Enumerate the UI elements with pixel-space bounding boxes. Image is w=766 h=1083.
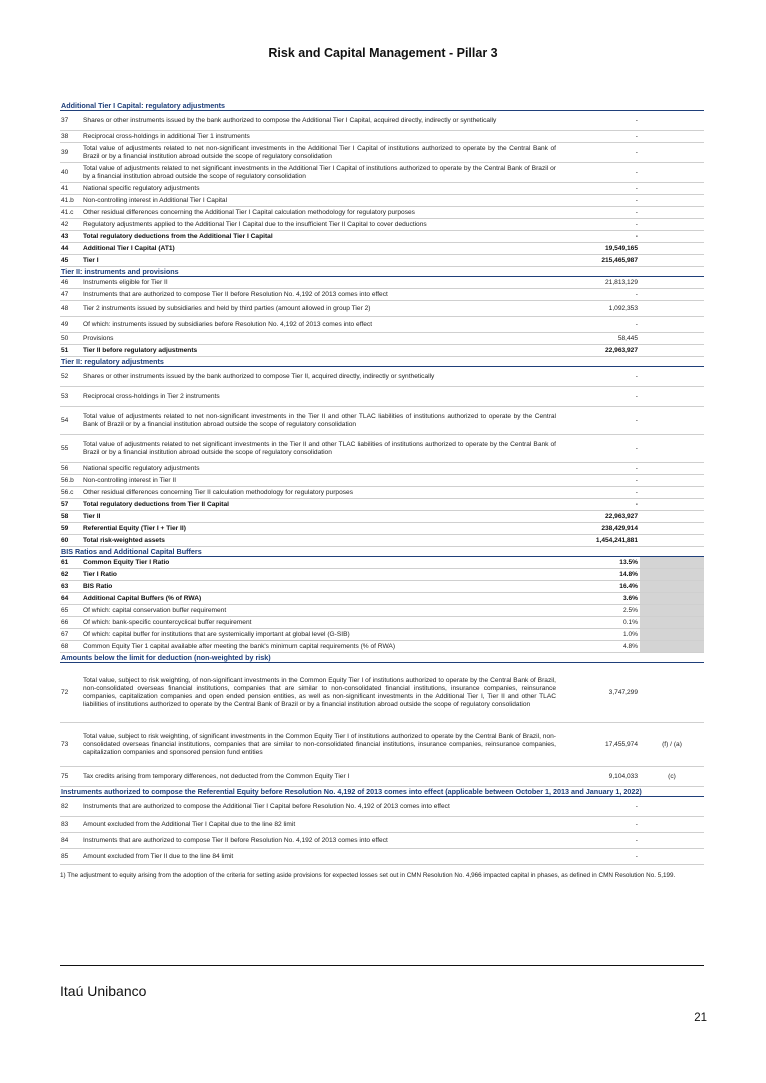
- row-description: Tier II before regulatory adjustments: [83, 346, 198, 354]
- row-reference: [640, 301, 704, 316]
- row-description: Tier 2 instruments issued by subsidiaries and held by third parties (amount allowed in group Tier 2): [83, 304, 371, 312]
- row-value: -: [635, 168, 638, 176]
- row-value: -: [635, 232, 638, 240]
- table-row: [60, 593, 704, 605]
- table-row: [60, 581, 704, 593]
- row-value: -: [635, 208, 638, 216]
- table-row: [60, 523, 704, 535]
- footer-divider: [60, 965, 704, 966]
- row-number: 54: [61, 416, 69, 424]
- row-number: 60: [61, 536, 69, 544]
- row-number: 45: [61, 256, 69, 264]
- row-description: Of which: capital conservation buffer requirement: [83, 606, 227, 614]
- row-reference: [640, 463, 704, 474]
- table-row: [60, 723, 704, 767]
- row-description: BIS Ratio: [83, 582, 113, 590]
- table-row: [60, 289, 704, 301]
- row-number: 73: [61, 740, 69, 748]
- row-number: 56.c: [61, 488, 74, 496]
- table-row: [60, 143, 704, 163]
- row-value: -: [635, 444, 638, 452]
- table-row: [60, 277, 704, 289]
- table-row: [60, 183, 704, 195]
- row-reference: [640, 817, 704, 832]
- row-reference: [640, 617, 704, 628]
- row-description: Total value, subject to risk weighting, of significant investments in the Common Equity Tier I of institutions authorized to operate by the Central Bank of Brazil, non-consolidated overseas financial institutions, companies that are similar to non-consolidated financial institutions, insurance companies, reinsurance companies, capitalization companies and sponsored pension fund entities: [83, 732, 556, 756]
- row-reference: [640, 593, 704, 604]
- row-number: 56: [61, 464, 69, 472]
- row-description: Of which: bank-specific countercyclical buffer requirement: [83, 618, 252, 626]
- row-value: 58,445: [617, 334, 638, 342]
- section-header: BIS Ratios and Additional Capital Buffers: [60, 547, 704, 557]
- row-number: 72: [61, 688, 69, 696]
- table-row: [60, 511, 704, 523]
- row-number: 47: [61, 290, 69, 298]
- row-value: -: [635, 196, 638, 204]
- table-row: [60, 605, 704, 617]
- row-description: National specific regulatory adjustments: [83, 184, 200, 192]
- row-value: 0.1%: [622, 618, 638, 626]
- row-description: Additional Capital Buffers (% of RWA): [83, 594, 202, 602]
- section-header: Amounts below the limit for deduction (non-weighted by risk): [60, 653, 704, 663]
- table-row: [60, 663, 704, 723]
- row-number: 57: [61, 500, 69, 508]
- row-description: Non-controlling interest in Additional Tier I Capital: [83, 196, 228, 204]
- row-number: 52: [61, 372, 69, 380]
- row-number: 55: [61, 444, 69, 452]
- row-reference: [640, 367, 704, 386]
- row-description: Instruments that are authorized to compose the Additional Tier I Capital before Resolution No. 4,192 of 2013 comes into effect: [83, 802, 450, 810]
- row-number: 67: [61, 630, 69, 638]
- row-value: 22,963,927: [604, 346, 638, 354]
- row-value: -: [635, 132, 638, 140]
- row-value: 22,963,927: [604, 512, 638, 520]
- table-row: [60, 333, 704, 345]
- row-value: -: [635, 476, 638, 484]
- row-number: 58: [61, 512, 69, 520]
- row-reference: [640, 333, 704, 344]
- row-value: -: [635, 372, 638, 380]
- row-description: Reciprocal cross-holdings in additional Tier 1 instruments: [83, 132, 250, 140]
- row-reference: [640, 605, 704, 616]
- row-value: -: [635, 802, 638, 810]
- row-number: 59: [61, 524, 69, 532]
- footnote: 1) The adjustment to equity arising from the adoption of the criteria for setting aside provisions for expected losses set out in CMN Resolution No. 4,966 impacted capital in phases, as defined in CMN Resolution No. 5,199.: [60, 872, 676, 879]
- row-description: National specific regulatory adjustments: [83, 464, 200, 472]
- row-description: Tier I: [83, 256, 99, 264]
- row-value: 9,104,033: [608, 772, 638, 780]
- table-row: [60, 569, 704, 581]
- row-reference: [640, 511, 704, 522]
- row-value: 2.5%: [622, 606, 638, 614]
- table-row: [60, 849, 704, 865]
- row-description: Total regulatory deductions from Tier II Capital: [83, 500, 229, 508]
- table-row: [60, 617, 704, 629]
- row-reference: [640, 143, 704, 162]
- table-row: [60, 207, 704, 219]
- row-reference: [640, 195, 704, 206]
- row-description: Provisions: [83, 334, 114, 342]
- table-row: [60, 255, 704, 267]
- row-description: Common Equity Tier I Ratio: [83, 558, 170, 566]
- row-reference: [640, 317, 704, 332]
- row-description: Total risk-weighted assets: [83, 536, 165, 544]
- row-reference: [640, 535, 704, 546]
- row-description: Tier I Ratio: [83, 570, 117, 578]
- row-number: 37: [61, 116, 69, 124]
- row-number: 41: [61, 184, 69, 192]
- row-value: 1.0%: [622, 630, 638, 638]
- table-row: [60, 387, 704, 407]
- table-row: [60, 301, 704, 317]
- row-value: 13.5%: [619, 558, 638, 566]
- table-row: [60, 557, 704, 569]
- table-row: [60, 487, 704, 499]
- row-number: 40: [61, 168, 69, 176]
- row-reference: [640, 629, 704, 640]
- row-reference: [640, 207, 704, 218]
- row-value: -: [635, 464, 638, 472]
- row-description: Additional Tier I Capital (AT1): [83, 244, 175, 252]
- row-number: 85: [61, 852, 69, 860]
- table-row: [60, 535, 704, 547]
- table-row: [60, 629, 704, 641]
- section-header: Tier II: regulatory adjustments: [60, 357, 704, 367]
- row-number: 62: [61, 570, 69, 578]
- table-row: [60, 367, 704, 387]
- row-reference: [640, 487, 704, 498]
- row-reference: [640, 435, 704, 462]
- row-value: 3.6%: [622, 594, 638, 602]
- row-description: Of which: capital buffer for institutions that are systemically important at global level (G-SIB): [83, 630, 350, 638]
- row-number: 56.b: [61, 476, 74, 484]
- row-description: Instruments that are authorized to compose Tier II before Resolution No. 4,192 of 2013 comes into effect: [83, 290, 388, 298]
- row-number: 43: [61, 232, 69, 240]
- row-number: 68: [61, 642, 69, 650]
- row-value: -: [635, 500, 638, 508]
- row-value: 1,092,353: [608, 304, 638, 312]
- row-value: -: [635, 320, 638, 328]
- row-reference: [640, 163, 704, 182]
- row-reference: [640, 243, 704, 254]
- row-value: 17,455,974: [604, 740, 638, 748]
- row-value: -: [635, 148, 638, 156]
- row-reference: [640, 407, 704, 434]
- row-number: 42: [61, 220, 69, 228]
- row-value: 215,465,987: [601, 256, 638, 264]
- row-description: Reciprocal cross-holdings in Tier 2 instruments: [83, 392, 220, 400]
- row-number: 82: [61, 802, 69, 810]
- row-reference: [640, 183, 704, 194]
- row-number: 64: [61, 594, 69, 602]
- row-description: Instruments that are authorized to compose Tier II before Resolution No. 4,192 of 2013 comes into effect: [83, 836, 388, 844]
- row-description: Instruments eligible for Tier II: [83, 278, 168, 286]
- table-row: [60, 345, 704, 357]
- table-row: [60, 435, 704, 463]
- row-reference: [640, 255, 704, 266]
- table-row: [60, 219, 704, 231]
- row-description: Amount excluded from the Additional Tier I Capital due to the line 82 limit: [83, 820, 296, 828]
- row-reference: [640, 111, 704, 130]
- row-reference: [640, 849, 704, 864]
- row-number: 65: [61, 606, 69, 614]
- row-number: 39: [61, 148, 69, 156]
- section-header: Tier II: instruments and provisions: [60, 267, 704, 277]
- table-row: [60, 317, 704, 333]
- table-row: [60, 797, 704, 817]
- row-reference: [640, 277, 704, 288]
- row-number: 51: [61, 346, 69, 354]
- row-number: 84: [61, 836, 69, 844]
- row-description: Total value of adjustments related to net non-significant investments in the Additional Tier I Capital of institutions authorized to operate by the Central Bank of Brazil or by a financial institution abroad outside the scope of regulatory consolidation: [83, 144, 556, 160]
- table-row: [60, 499, 704, 511]
- row-number: 66: [61, 618, 69, 626]
- table-row: [60, 407, 704, 435]
- row-value: -: [635, 852, 638, 860]
- row-description: Regulatory adjustments applied to the Additional Tier I Capital due to the insufficient Tier II Capital to cover deductions: [83, 220, 427, 228]
- table-row: [60, 463, 704, 475]
- section-header: Additional Tier I Capital: regulatory adjustments: [60, 101, 704, 111]
- capital-table: [60, 101, 704, 880]
- row-description: Other residual differences concerning Tier II calculation methodology for regulatory purposes: [83, 488, 354, 496]
- row-number: 41.c: [61, 208, 74, 216]
- row-value: 3,747,299: [608, 688, 638, 696]
- row-reference: [640, 387, 704, 406]
- table-row: [60, 131, 704, 143]
- row-description: Total value, subject to risk weighting, of non-significant investments in the Common Equity Tier I of institutions authorized to operate by the Central Bank of Brazil, non-consolidated overseas financial institutions, companies that are similar to non-consolidated financial institutions, insurance companies, reinsurance companies, capitalization companies and open ended pension entities, as well as non-significant investments in the Additional Tier I, Tier II and other TLAC liabilities of institutions authorized to operate by the Central Bank of Brazil or by a financial institution abroad outside the scope of regulatory consolidation: [83, 676, 556, 708]
- row-value: -: [635, 290, 638, 298]
- row-description: Shares or other instruments issued by the bank authorized to compose the Additional Tier I Capital, acquired directly, indirectly or synthetically: [83, 116, 497, 124]
- row-description: Referential Equity (Tier I + Tier II): [83, 524, 186, 532]
- row-value: -: [635, 392, 638, 400]
- row-reference: [640, 219, 704, 230]
- row-description: Of which: instruments issued by subsidiaries before Resolution No. 4,192 of 2013 comes into effect: [83, 320, 373, 328]
- row-value: 19,549,165: [604, 244, 638, 252]
- table-row: [60, 641, 704, 653]
- row-description: Total value of adjustments related to net significant investments in the Additional Tier I Capital of institutions authorized to operate by the Central Bank of Brazil or by a financial institution abroad outside the scope of regulatory consolidation: [83, 164, 556, 180]
- row-reference: [640, 797, 704, 816]
- row-description: Non-controlling interest in Tier II: [83, 476, 177, 484]
- table-row: [60, 243, 704, 255]
- row-number: 38: [61, 132, 69, 140]
- row-number: 50: [61, 334, 69, 342]
- row-reference: [640, 569, 704, 580]
- row-number: 53: [61, 392, 69, 400]
- brand-name: Itaú Unibanco: [60, 983, 147, 999]
- row-description: Total value of adjustments related to net significant investments in the Tier II and other TLAC liabilities of institutions authorized to operate by the Central Bank of Brazil or by a financial institution abroad outside the scope of regulatory consolidation: [83, 440, 556, 456]
- row-description: Other residual differences concerning the Additional Tier I Capital calculation methodology for regulatory purposes: [83, 208, 415, 216]
- row-description: Common Equity Tier 1 capital available after meeting the bank's minimum capital requirements (% of RWA): [83, 642, 396, 650]
- table-row: [60, 163, 704, 183]
- row-reference: (f) / (a): [662, 740, 682, 748]
- row-description: Total regulatory deductions from the Additional Tier I Capital: [83, 232, 273, 240]
- row-reference: [640, 499, 704, 510]
- row-reference: [640, 345, 704, 356]
- section-header: Instruments authorized to compose the Referential Equity before Resolution No. 4,192 of 2013 comes into effect (applicable between October 1, 2013 and January 1, 2022): [60, 787, 704, 797]
- row-reference: [640, 289, 704, 300]
- row-value: 21,813,129: [604, 278, 638, 286]
- page-number: 21: [694, 1012, 707, 1024]
- row-number: 49: [61, 320, 69, 328]
- row-description: Shares or other instruments issued by the bank authorized to compose Tier II, acquired directly, indirectly or synthetically: [83, 372, 435, 380]
- row-value: -: [635, 416, 638, 424]
- row-number: 75: [61, 772, 69, 780]
- table-row: [60, 231, 704, 243]
- row-value: 4.8%: [622, 642, 638, 650]
- row-description: Total value of adjustments related to net non-significant investments in the Tier II and other TLAC liabilities of institutions authorized to operate by the Central Bank of Brazil or by a financial institution abroad outside the scope of regulatory consolidation: [83, 412, 556, 428]
- row-reference: [640, 231, 704, 242]
- row-number: 83: [61, 820, 69, 828]
- row-reference: [640, 663, 704, 722]
- row-value: 238,429,914: [601, 524, 638, 532]
- row-reference: [640, 641, 704, 652]
- row-value: 16.4%: [619, 582, 638, 590]
- row-number: 41.b: [61, 196, 74, 204]
- table-row: [60, 111, 704, 131]
- row-reference: [640, 475, 704, 486]
- row-value: -: [635, 820, 638, 828]
- row-reference: [640, 581, 704, 592]
- table-row: [60, 475, 704, 487]
- row-value: -: [635, 116, 638, 124]
- table-row: [60, 195, 704, 207]
- row-description: Amount excluded from Tier II due to the line 84 limit: [83, 852, 234, 860]
- row-description: Tax credits arising from temporary differences, not deducted from the Common Equity Tier I: [83, 772, 350, 780]
- row-value: -: [635, 184, 638, 192]
- row-reference: [640, 833, 704, 848]
- row-value: -: [635, 836, 638, 844]
- table-row: [60, 833, 704, 849]
- page-title: Risk and Capital Management - Pillar 3: [268, 46, 498, 60]
- row-reference: [640, 523, 704, 534]
- row-number: 48: [61, 304, 69, 312]
- row-value: -: [635, 220, 638, 228]
- row-value: 1,454,241,881: [595, 536, 638, 544]
- row-reference: (c): [668, 772, 676, 780]
- row-number: 46: [61, 278, 69, 286]
- table-row: [60, 767, 704, 787]
- row-number: 61: [61, 558, 69, 566]
- row-value: 14.8%: [619, 570, 638, 578]
- row-number: 63: [61, 582, 69, 590]
- table-row: [60, 817, 704, 833]
- row-description: Tier II: [83, 512, 101, 520]
- row-number: 44: [61, 244, 69, 252]
- row-reference: [640, 131, 704, 142]
- row-reference: [640, 557, 704, 568]
- row-value: -: [635, 488, 638, 496]
